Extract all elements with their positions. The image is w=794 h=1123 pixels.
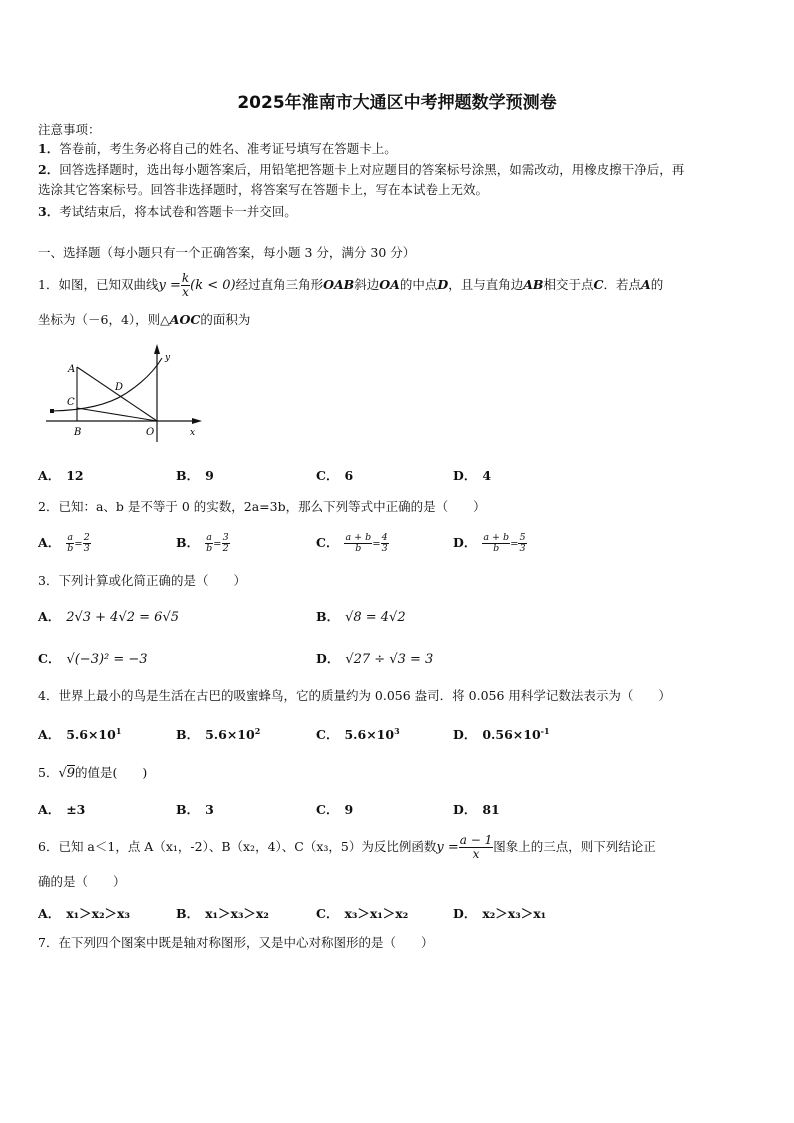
option-value: 4 (482, 468, 492, 483)
option-value: 5.6×10 (205, 727, 255, 743)
q4-option-a[interactable] (38, 722, 121, 744)
q1-option-b[interactable] (176, 467, 214, 485)
notice-item-2-text-line2: 选涂其它答案标号。回答非选择题时，将答案写在答题卡上，写在本试卷上无效。 (38, 182, 489, 197)
notice-heading: 注意事项： (38, 122, 101, 137)
q2-option-d[interactable] (453, 533, 527, 554)
question-6-stem-line2: 确的是（ ） (38, 874, 126, 889)
option-value: 9 (205, 468, 214, 483)
question-7-stem: 7．在下列四个图案中既是轴对称图形，又是中心对称图形的是（ ） (38, 935, 434, 950)
curve-end-marker (50, 409, 54, 413)
fraction-numerator: a − 1 (459, 833, 493, 847)
q5-prefix: 5． (38, 765, 59, 780)
q5-option-d[interactable] (453, 801, 500, 819)
q3-option-a[interactable] (38, 608, 179, 627)
page-title: 2025年淮南市大通区中考押题数学预测卷 (237, 93, 557, 113)
q1-figure (40, 340, 215, 445)
notice-item-1-text: 答卷前，考生务必将自己的姓名、准考证号填写在答题卡上。 (59, 141, 397, 156)
q1-text-2: 斜边 (354, 277, 380, 292)
label-b: B (74, 427, 82, 438)
question-2-stem: 2．已知：a、b 是不等于 0 的实数，2a=3b，那么下列等式中正确的是（ ） (38, 499, 486, 514)
option-value: x₁＞x₂＞x₃ (66, 906, 130, 921)
fraction-numerator: a (206, 532, 212, 543)
fraction-numerator: 5 (519, 532, 526, 543)
section-heading: 一、选择题（每小题只有一个正确答案，每小题 3 分，满分 30 分） (38, 245, 416, 260)
q1-text-6: ．若点 (603, 277, 641, 292)
segment-oc (77, 408, 157, 421)
x-axis-arrow (192, 418, 202, 424)
fraction-denominator: b (67, 543, 74, 554)
option-fraction-right (518, 533, 526, 554)
q3-option-d[interactable] (316, 650, 433, 669)
q1-formula-denominator: x (182, 285, 189, 299)
option-label: C． (38, 651, 61, 666)
option-label: B． (176, 802, 200, 817)
q1-text-1: 经过直角三角形 (235, 277, 324, 292)
fraction-denominator: 3 (381, 543, 388, 554)
option-label: C． (316, 802, 339, 817)
option-label: B． (176, 535, 200, 550)
fraction-numerator: 3 (222, 532, 229, 543)
q1-oa: OA (379, 277, 400, 292)
option-label: B． (176, 727, 200, 743)
q1-prefix: 1．如图，已知双曲线 (38, 277, 159, 292)
option-value: 3 (205, 802, 214, 817)
equals-sign: = (213, 539, 222, 550)
option-expression: √27 ÷ √3 = 3 (345, 652, 434, 667)
fraction-numerator: a + b (345, 532, 372, 543)
option-label: B． (316, 609, 340, 624)
q5-option-a[interactable] (38, 801, 85, 819)
question-1-stem-line2 (38, 312, 250, 328)
option-fraction-left (344, 533, 372, 554)
option-fraction-right (83, 533, 91, 554)
q1-option-d[interactable] (453, 467, 491, 485)
option-exponent: 2 (254, 726, 261, 736)
option-fraction-left (205, 533, 213, 554)
q1-formula-lhs: y = (158, 278, 181, 293)
fraction-denominator: x (472, 847, 480, 861)
option-label: A． (38, 609, 61, 624)
notice-item-3 (38, 204, 297, 220)
option-label: B． (176, 468, 200, 483)
notice-item-2 (38, 162, 684, 178)
fraction-numerator: a + b (483, 532, 510, 543)
equals-sign: = (74, 539, 83, 550)
question-1-stem (38, 272, 663, 299)
option-label: C． (316, 727, 339, 743)
q6-formula-fraction (459, 834, 493, 861)
q1-text-3: 的中点 (399, 277, 438, 292)
option-value: 12 (66, 468, 84, 483)
q1-a: A (640, 277, 651, 292)
question-5-stem (38, 765, 147, 782)
option-fraction-left (482, 533, 510, 554)
q1-option-a[interactable] (38, 467, 84, 485)
fraction-numerator: 2 (83, 532, 90, 543)
q4-option-d[interactable] (453, 722, 550, 744)
q1-oab: OAB (323, 277, 355, 292)
segment-oa (77, 367, 157, 421)
q1-d: D (437, 277, 449, 292)
option-expression: √8 = 4√2 (345, 610, 406, 625)
q1-text-7: 的 (650, 277, 664, 292)
label-a: A (68, 364, 76, 375)
option-label: D． (453, 727, 477, 743)
q6-option-a[interactable] (38, 905, 130, 923)
q1-line2-post: 的面积为 (200, 312, 251, 327)
q5-radicand: 9 (66, 766, 76, 781)
y-axis-arrow (154, 344, 160, 354)
option-label: D． (316, 651, 340, 666)
fraction-numerator: 4 (381, 532, 388, 543)
option-value: 6 (344, 468, 354, 483)
option-value: x₃＞x₁＞x₂ (344, 906, 409, 921)
fraction-denominator: 3 (83, 543, 90, 554)
fraction-denominator: 2 (222, 543, 229, 554)
option-fraction-right (381, 533, 389, 554)
notice-item-2-number: 2． (38, 162, 60, 177)
q4-option-c[interactable] (316, 722, 400, 744)
q2-option-c[interactable] (316, 533, 389, 554)
label-o: O (146, 427, 155, 438)
option-expression: √(−3)² = −3 (66, 652, 148, 667)
fraction-denominator: b (355, 543, 362, 554)
option-exponent: 1 (115, 726, 122, 736)
q1-c: C (593, 277, 604, 292)
notice-item-3-text: 考试结束后，将本试卷和答题卡一并交回。 (59, 204, 297, 219)
option-label: C． (316, 468, 339, 483)
q5-option-b[interactable] (176, 801, 214, 819)
equals-sign: = (372, 539, 381, 550)
equals-sign: = (510, 539, 519, 550)
q6-option-b[interactable] (176, 905, 269, 923)
option-label: D． (453, 802, 477, 817)
notice-item-3-number: 3． (38, 204, 60, 219)
option-label: A． (38, 802, 61, 817)
option-expression: 2√3 + 4√2 = 6√5 (66, 610, 179, 625)
q1-formula-numerator: k (181, 271, 190, 285)
q1-formula-fraction (181, 272, 190, 299)
label-d: D (115, 382, 124, 393)
notice-item-2-text-line1: 回答选择题时，选出每小题答案后，用铅笔把答题卡上对应题目的答案标号涂黑，如需改动，用橡皮擦干净后，再 (59, 162, 685, 177)
option-fraction-right (222, 533, 230, 554)
notice-item-1 (38, 141, 397, 157)
q3-option-b[interactable] (316, 608, 406, 627)
option-label: A． (38, 906, 61, 921)
q6-option-c[interactable] (316, 905, 408, 923)
option-value: 0.56×10 (482, 727, 541, 743)
label-x: x (190, 428, 196, 438)
q6-stem-line1: 6．已知 a＜1，点 A（x₁，-2）、B（x₂，4）、C（x₃，5）为反比例函数 (38, 839, 437, 854)
q1-text-5: 相交于点 (543, 277, 594, 292)
option-label: D． (453, 535, 477, 550)
option-label: D． (453, 906, 477, 921)
q3-option-c[interactable] (38, 650, 148, 669)
q1-formula-condition: (k < 0) (190, 278, 236, 293)
q1-option-c[interactable] (316, 467, 353, 485)
option-value: x₁＞x₃＞x₂ (205, 906, 269, 921)
q5-suffix: 的值是( ) (75, 765, 148, 780)
fraction-denominator: b (206, 543, 213, 554)
sqrt-symbol: √ (58, 766, 67, 781)
option-value: x₂＞x₃＞x₁ (482, 906, 547, 921)
q1-text-4: ，且与直角边 (448, 277, 524, 292)
q6-option-d[interactable] (453, 905, 546, 923)
q2-option-b[interactable] (176, 533, 230, 554)
option-label: B． (176, 906, 200, 921)
q1-aoc: AOC (169, 312, 201, 327)
option-value: 81 (482, 802, 500, 817)
q1-ab: AB (523, 277, 544, 292)
option-value: ±3 (66, 802, 86, 817)
question-3-stem: 3．下列计算或化简正确的是（ ） (38, 573, 246, 588)
q6-stem-line1-post: 图象上的三点，则下列结论正 (493, 839, 656, 854)
fraction-denominator: b (493, 543, 500, 554)
label-y: y (165, 353, 171, 363)
option-exponent: 3 (394, 726, 400, 736)
q2-option-a[interactable] (38, 533, 91, 554)
option-value: 5.6×10 (344, 727, 395, 743)
fraction-numerator: a (67, 532, 74, 543)
label-c: C (67, 397, 75, 408)
fraction-denominator: 3 (519, 543, 526, 554)
option-label: D． (453, 468, 477, 483)
option-label: A． (38, 468, 61, 483)
q5-option-c[interactable] (316, 801, 353, 819)
question-4-stem: 4．世界上最小的鸟是生活在古巴的吸蜜蜂鸟，它的质量约为 0.056 盎司．将 0.056 用科学记数法表示为（ ） (38, 688, 671, 703)
option-label: A． (38, 535, 61, 550)
option-exponent: -1 (540, 726, 550, 736)
q1-line2-pre: 坐标为（－6，4），则△ (38, 312, 170, 327)
option-label: C． (316, 535, 339, 550)
option-value: 9 (344, 802, 354, 817)
q6-formula-lhs: y = (436, 840, 459, 855)
notice-item-1-number: 1． (38, 141, 60, 156)
option-label: A． (38, 727, 61, 743)
question-6-stem (38, 834, 656, 861)
q4-option-b[interactable] (176, 722, 260, 744)
option-value: 5.6×10 (66, 727, 116, 743)
option-label: C． (316, 906, 339, 921)
